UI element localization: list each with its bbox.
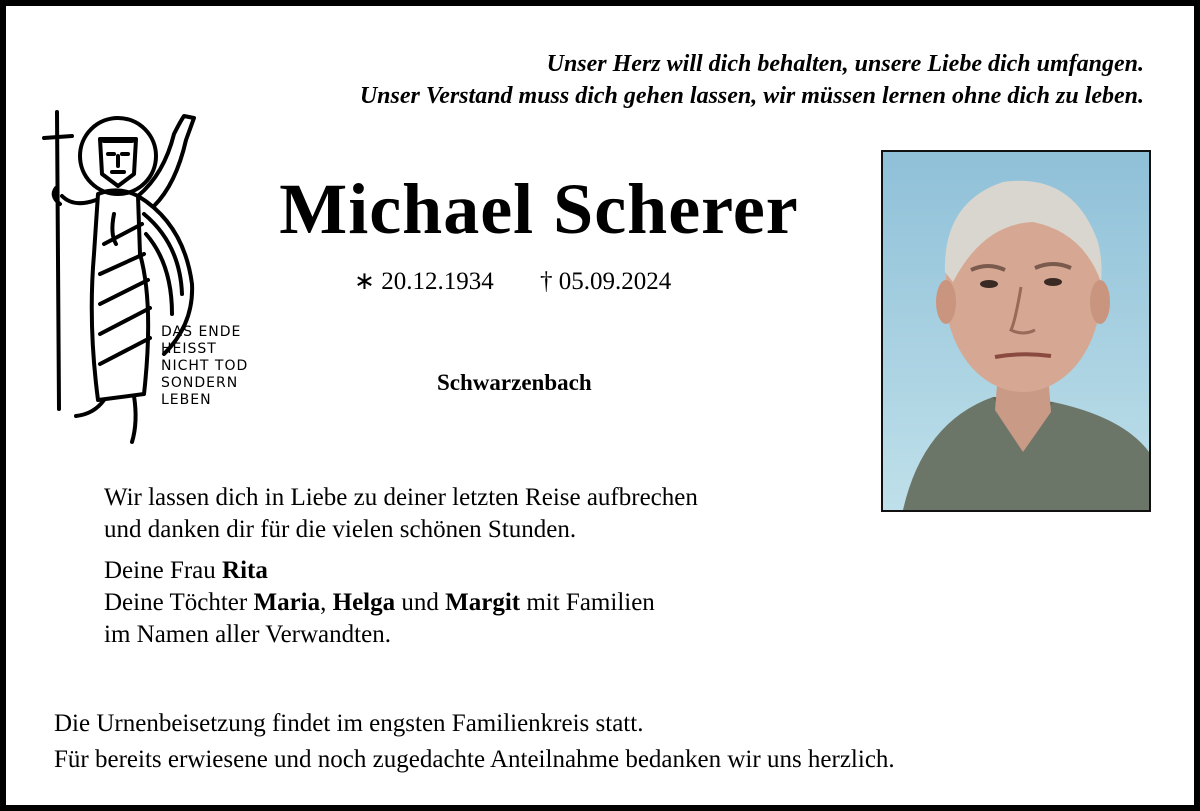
mourners-list [104,555,655,651]
motto-line-1: Unser Herz will dich behalten, unsere Liebe dich umfangen. [546,51,1144,77]
birth-date: 20.12.1934 [381,268,494,295]
farewell-line-1: Wir lassen dich in Liebe zu deiner letzten Reise aufbrechen [104,484,698,511]
inscription-line: NICHT TOD [161,358,249,374]
footer-line-2: Für bereits erwiesene und noch zugedachte Anteilnahme bedanken wir uns herzlich. [54,746,895,773]
place-of-residence: Schwarzenbach [437,370,592,395]
wife-prefix: Deine Frau [104,557,223,584]
separator: und [395,589,446,616]
daughter-name: Margit [445,589,521,616]
daughters-suffix: mit Familien [520,589,655,616]
birth-symbol: ∗ [354,268,375,295]
farewell-text [104,482,698,546]
daughter-name: Maria [253,589,321,616]
inscription-line: SONDERN [161,375,239,391]
farewell-line-2: und danken dir für die vielen schönen Stunden. [104,516,577,543]
mourner-wife [104,555,655,587]
life-dates [354,266,671,296]
separator: , [320,589,333,616]
deceased-name: Michael Scherer [279,169,799,249]
inscription-line: DAS ENDE [161,324,242,340]
motto-line-2: Unser Verstand muss dich gehen lassen, wir müssen lernen ohne dich zu leben. [359,83,1144,109]
inscription-line: HEISST [161,341,217,357]
footer-line-1: Die Urnenbeisetzung findet im engsten Familienkreis statt. [54,710,644,737]
portrait-photo [881,150,1151,512]
daughters-prefix: Deine Töchter [104,589,254,616]
emblem-inscription [161,324,248,409]
motto [360,48,1144,112]
daughter-name: Helga [332,589,396,616]
wife-name: Rita [222,557,268,584]
inscription-line: LEBEN [161,392,212,408]
mourner-daughters [104,587,655,619]
mourners-closing: im Namen aller Verwandten. [104,621,391,648]
death-date: 05.09.2024 [558,268,672,295]
footer-notice [54,706,895,778]
death-symbol: † [539,268,553,295]
